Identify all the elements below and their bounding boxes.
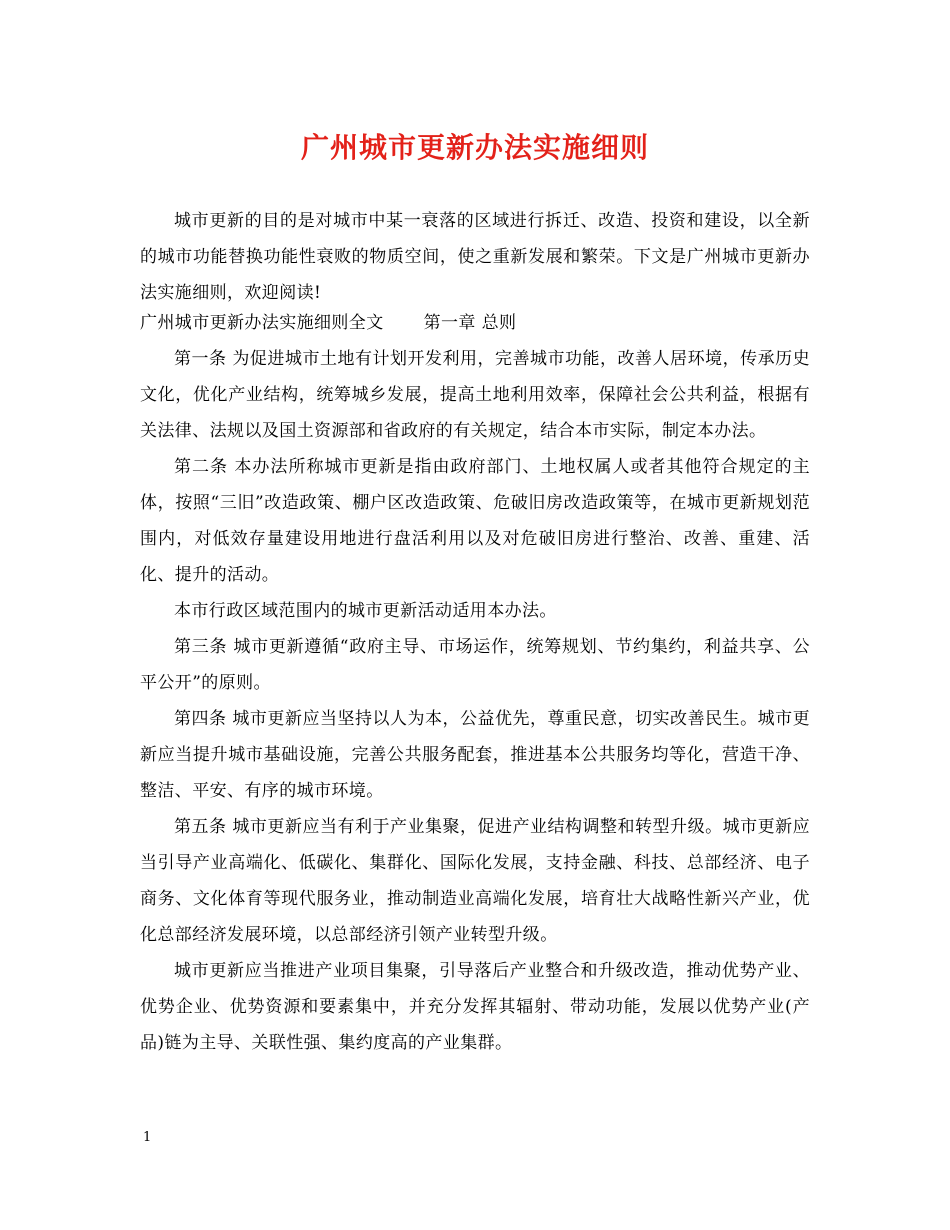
article-2-paragraph: 第二条 本办法所称城市更新是指由政府部门、土地权属人或者其他符合规定的主体，按照“三旧”改造政策、棚户区改造政策、危破旧房改造政策等，在城市更新规划范围内，对低效存量建设用地进行盘活利用以及对危破旧房进行整治、改善、重建、活化、提升的活动。: [140, 457, 810, 585]
article-5-supplement-paragraph: 城市更新应当推进产业项目集聚，引导落后产业整合和升级改造，推动优势产业、优势企业、优势资源和要素集中，并充分发挥其辐射、带动功能，发展以优势产业(产品)链为主导、关联性强、集约度高的产业集群。: [140, 961, 810, 1053]
article-2-supplement-paragraph: 本市行政区域范围内的城市更新活动适用本办法。: [174, 601, 557, 621]
article-3-paragraph: 第三条 城市更新遵循“政府主导、市场运作，统筹规划、节约集约，利益共享、公平公开”的原则。: [140, 637, 810, 693]
article-1-paragraph: 第一条 为促进城市土地有计划开发利用，完善城市功能，改善人居环境，传承历史文化，优化产业结构，统筹城乡发展，提高土地利用效率，保障社会公共利益，根据有关法律、法规以及国土资源部和省政府的有关规定，结合本市实际，制定本办法。: [140, 349, 810, 441]
section-heading-line: [140, 311, 810, 335]
page-number: 1: [143, 1130, 152, 1145]
document-title: 广州城市更新办法实施细则: [300, 131, 649, 164]
intro-paragraph: 城市更新的目的是对城市中某一衰落的区域进行拆迁、改造、投资和建设，以全新的城市功能替换功能性衰败的物质空间，使之重新发展和繁荣。下文是广州城市更新办法实施细则，欢迎阅读!: [140, 211, 810, 303]
chapter-heading: 第一章 总则: [423, 313, 517, 333]
document-body: [140, 203, 810, 1061]
article-4-paragraph: 第四条 城市更新应当坚持以人为本，公益优先，尊重民意，切实改善民生。城市更新应当提升城市基础设施，完善公共服务配套，推进基本公共服务均等化，营造干净、整洁、平安、有序的城市环境。: [140, 709, 810, 801]
article-5-paragraph: 第五条 城市更新应当有利于产业集聚，促进产业结构调整和转型升级。城市更新应当引导产业高端化、低碳化、集群化、国际化发展，支持金融、科技、总部经济、电子商务、文化体育等现代服务业，推动制造业高端化发展，培育壮大战略性新兴产业，优化总部经济发展环境，以总部经济引领产业转型升级。: [140, 817, 810, 945]
section-heading-left: 广州城市更新办法实施细则全文: [140, 313, 384, 333]
